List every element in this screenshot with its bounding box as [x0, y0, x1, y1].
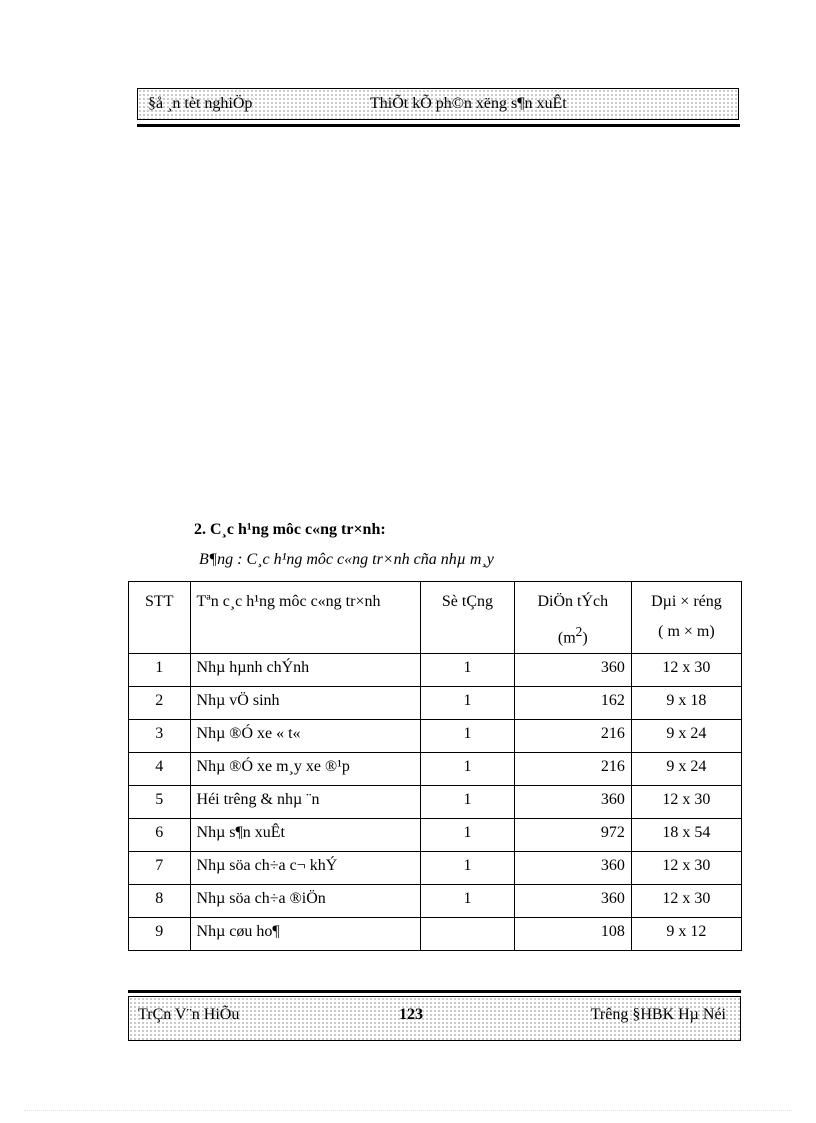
cell-name: Nhµ ®Ó xe m¸y xe ®¹p — [190, 753, 421, 786]
cell-dim: 18 x 54 — [631, 819, 741, 852]
cell-stt: 8 — [129, 885, 191, 918]
table-header-row — [129, 582, 742, 654]
header-stt: STT — [129, 582, 191, 654]
table-caption: B¶ng : C¸c h¹ng môc c«ng tr×nh cña nhµ m¸y — [199, 551, 494, 568]
cell-area: 360 — [514, 885, 631, 918]
header-area-line2 — [521, 617, 625, 653]
cell-dim: 9 x 24 — [631, 753, 741, 786]
cell-stt: 7 — [129, 852, 191, 885]
cell-floors: 1 — [421, 753, 514, 786]
cell-floors: 1 — [421, 786, 514, 819]
cell-dim: 12 x 30 — [631, 786, 741, 819]
header-area-close: ) — [582, 629, 588, 647]
cell-area: 360 — [514, 852, 631, 885]
cell-floors: 1 — [421, 819, 514, 852]
cell-stt: 2 — [129, 687, 191, 720]
page-header — [137, 88, 739, 120]
cell-floors: 1 — [421, 720, 514, 753]
header-area-line1: DiÖn tÝch — [537, 593, 609, 610]
table-row — [129, 753, 742, 786]
cell-stt: 1 — [129, 654, 191, 687]
table-row — [129, 852, 742, 885]
cell-dim: 12 x 30 — [631, 654, 741, 687]
header-name: Tªn c¸c h¹ng môc c«ng tr×nh — [190, 582, 421, 654]
page-footer — [128, 996, 741, 1041]
table-row — [129, 720, 742, 753]
cell-floors: 1 — [421, 852, 514, 885]
cell-stt: 5 — [129, 786, 191, 819]
cell-name: Nhµ cøu ho¶ — [190, 918, 421, 951]
cell-dim: 12 x 30 — [631, 852, 741, 885]
cell-stt: 9 — [129, 918, 191, 951]
cell-name: Héi trêng & nhµ ¨n — [190, 786, 421, 819]
cell-area: 972 — [514, 819, 631, 852]
cell-dim: 9 x 24 — [631, 720, 741, 753]
footer-school: Trêng §HBK Hµ Néi — [590, 1006, 726, 1023]
header-area-unit: (m — [557, 629, 576, 647]
section-title: 2. C¸c h¹ng môc c«ng tr×nh: — [194, 521, 386, 538]
table-row — [129, 786, 742, 819]
facilities-table — [128, 581, 742, 951]
cell-area: 216 — [514, 720, 631, 753]
cell-area: 360 — [514, 786, 631, 819]
cell-area: 162 — [514, 687, 631, 720]
page-number: 123 — [399, 1006, 423, 1023]
cell-dim: 9 x 18 — [631, 687, 741, 720]
header-area-sup: 2 — [575, 624, 583, 639]
table-row — [129, 819, 742, 852]
cell-name: Nhµ söa ch÷a ®iÖn — [190, 885, 421, 918]
header-dimensions — [631, 582, 741, 654]
cell-dim: 12 x 30 — [631, 885, 741, 918]
table-row — [129, 654, 742, 687]
cell-name: Nhµ vÖ sinh — [190, 687, 421, 720]
cell-dim: 9 x 12 — [631, 918, 741, 951]
cell-area: 216 — [514, 753, 631, 786]
cell-stt: 6 — [129, 819, 191, 852]
cell-area: 108 — [514, 918, 631, 951]
cell-stt: 4 — [129, 753, 191, 786]
cell-name: Nhµ söa ch÷a c¬ khÝ — [190, 852, 421, 885]
cell-name: Nhµ hµnh chÝnh — [190, 654, 421, 687]
cell-name: Nhµ s¶n xuÊt — [190, 819, 421, 852]
cell-floors: 1 — [421, 654, 514, 687]
header-dim-line2: ( m × m) — [658, 623, 715, 640]
header-right-text: ThiÕt kÕ ph©n xëng s¶n xuÊt — [370, 95, 567, 112]
cell-floors: 1 — [421, 885, 514, 918]
cell-name: Nhµ ®Ó xe « t« — [190, 720, 421, 753]
header-dim-line1: Dµi × réng — [651, 593, 722, 610]
table-row — [129, 918, 742, 951]
footer-author: TrÇn V¨n HiÕu — [138, 1006, 240, 1023]
header-area — [514, 582, 631, 654]
header-left-text: §å ¸n tèt nghiÖp — [148, 95, 253, 112]
header-floors: Sè tÇng — [421, 582, 514, 654]
header-rule — [137, 124, 740, 127]
cell-floors — [421, 918, 514, 951]
table-row — [129, 687, 742, 720]
cell-stt: 3 — [129, 720, 191, 753]
cell-floors: 1 — [421, 687, 514, 720]
cell-area: 360 — [514, 654, 631, 687]
page-bottom-divider — [24, 1110, 792, 1111]
table-row — [129, 885, 742, 918]
footer-rule — [128, 990, 741, 993]
